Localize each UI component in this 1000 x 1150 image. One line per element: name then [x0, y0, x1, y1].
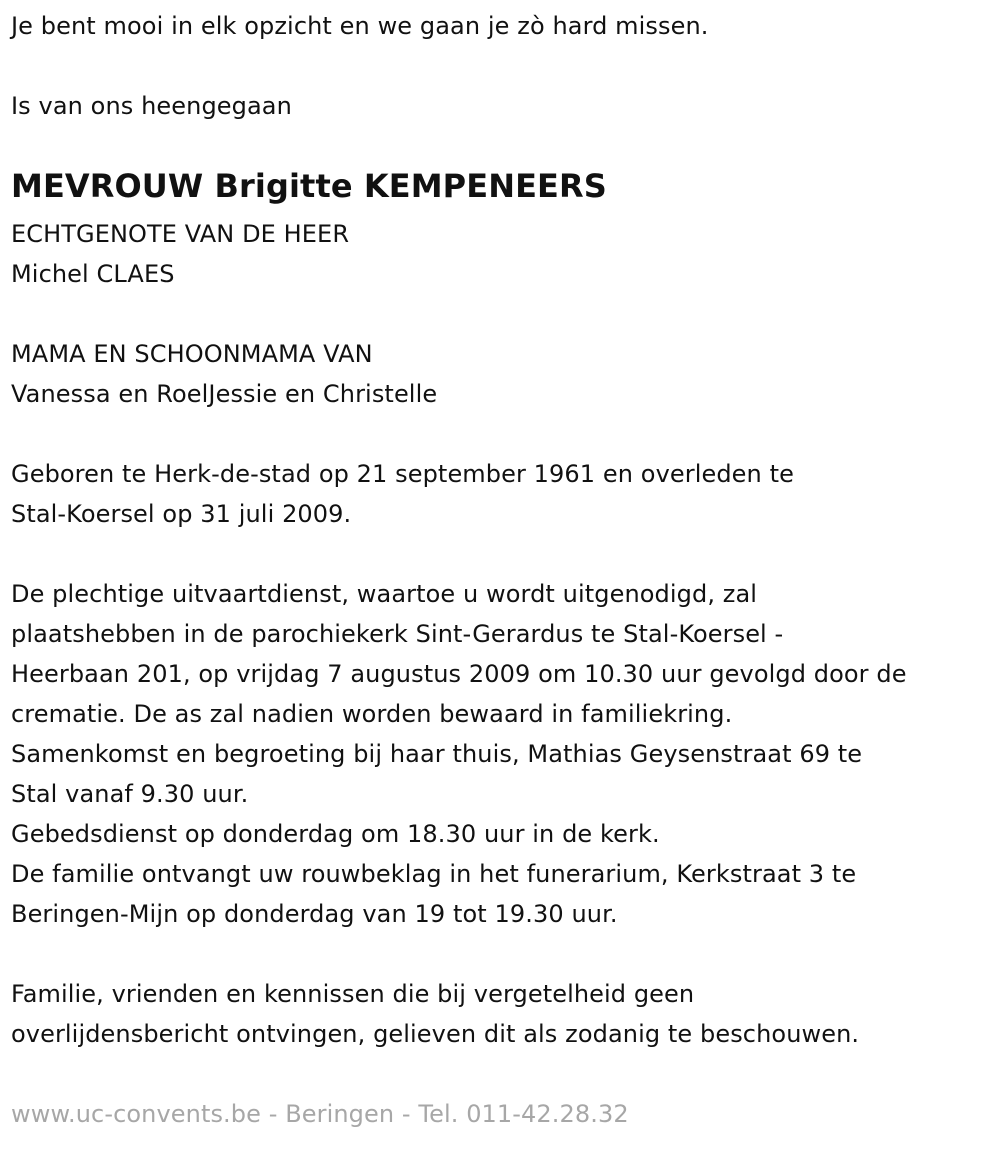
service-line: Gebedsdienst op donderdag om 18.30 uur in de kerk.: [11, 820, 660, 848]
notice-line: overlijdensbericht ontvingen, gelieven dit als zodanig te beschouwen.: [11, 1020, 860, 1048]
birth-death-line: Geboren te Herk-de-stad op 21 september 1961 en overleden te: [11, 460, 794, 488]
spouse-name: Michel CLAES: [11, 260, 175, 288]
deceased-name: MEVROUW Brigitte KEMPENEERS: [11, 167, 607, 205]
intro-text: Je bent mooi in elk opzicht en we gaan je zò hard missen.: [11, 12, 709, 40]
service-line: Beringen-Mijn op donderdag van 19 tot 19.30 uur.: [11, 900, 618, 928]
service-line: De familie ontvangt uw rouwbeklag in het funerarium, Kerkstraat 3 te: [11, 860, 857, 888]
birth-death-line: Stal-Koersel op 31 juli 2009.: [11, 500, 352, 528]
service-line: crematie. De as zal nadien worden bewaard in familiekring.: [11, 700, 733, 728]
service-line: Stal vanaf 9.30 uur.: [11, 780, 249, 808]
service-line: Samenkomst en begroeting bij haar thuis, Mathias Geysenstraat 69 te: [11, 740, 863, 768]
service-line: Heerbaan 201, op vrijdag 7 augustus 2009 om 10.30 uur gevolgd door de: [11, 660, 907, 688]
service-line: De plechtige uitvaartdienst, waartoe u wordt uitgenodigd, zal: [11, 580, 758, 608]
service-line: plaatshebben in de parochiekerk Sint-Gerardus te Stal-Koersel -: [11, 620, 784, 648]
footer-contact: www.uc-convents.be - Beringen - Tel. 011-42.28.32: [11, 1100, 629, 1128]
announcement-text: Is van ons heengegaan: [11, 92, 292, 120]
children-names: Vanessa en RoelJessie en Christelle: [11, 380, 438, 408]
children-title: MAMA EN SCHOONMAMA VAN: [11, 340, 373, 368]
notice-line: Familie, vrienden en kennissen die bij vergetelheid geen: [11, 980, 695, 1008]
spouse-title: ECHTGENOTE VAN DE HEER: [11, 220, 350, 248]
